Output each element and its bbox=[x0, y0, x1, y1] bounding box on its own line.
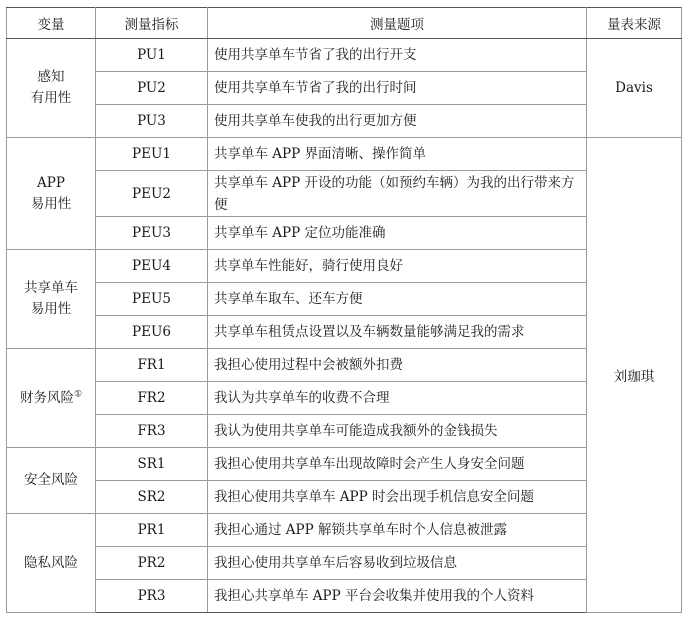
header-source: 量表来源 bbox=[587, 8, 682, 39]
item-text: 我担心使用共享单车后容易收到垃圾信息 bbox=[208, 547, 587, 580]
item-text: 共享单车 APP 界面清晰、操作简单 bbox=[208, 138, 587, 171]
header-row bbox=[7, 8, 682, 39]
table-row bbox=[7, 217, 682, 250]
item-text: 共享单车性能好，骑行使用良好 bbox=[208, 250, 587, 283]
item-text: 共享单车租赁点设置以及车辆数量能够满足我的需求 bbox=[208, 316, 587, 349]
indicator-code: PR3 bbox=[96, 580, 208, 613]
indicator-code: PEU3 bbox=[96, 217, 208, 250]
indicator-code: PU1 bbox=[96, 39, 208, 72]
measurement-scale-table bbox=[6, 7, 682, 613]
item-text: 共享单车 APP 定位功能准确 bbox=[208, 217, 587, 250]
item-text: 共享单车取车、还车方便 bbox=[208, 283, 587, 316]
table-row bbox=[7, 283, 682, 316]
table-row bbox=[7, 171, 682, 217]
indicator-code: PEU1 bbox=[96, 138, 208, 171]
indicator-code: PEU4 bbox=[96, 250, 208, 283]
header-variable: 变量 bbox=[7, 8, 96, 39]
indicator-code: FR2 bbox=[96, 382, 208, 415]
header-indicator: 测量指标 bbox=[96, 8, 208, 39]
table-row bbox=[7, 382, 682, 415]
table-row bbox=[7, 316, 682, 349]
table-row bbox=[7, 349, 682, 382]
indicator-code: SR2 bbox=[96, 481, 208, 514]
table-row bbox=[7, 138, 682, 171]
indicator-code: PEU5 bbox=[96, 283, 208, 316]
item-text: 我认为使用共享单车可能造成我额外的金钱损失 bbox=[208, 415, 587, 448]
indicator-code: FR3 bbox=[96, 415, 208, 448]
variable-privacy-risk: 隐私风险 bbox=[7, 514, 96, 613]
item-text: 我担心使用过程中会被额外扣费 bbox=[208, 349, 587, 382]
footnote-marker: ① bbox=[73, 389, 83, 399]
indicator-code: FR1 bbox=[96, 349, 208, 382]
table-row bbox=[7, 514, 682, 547]
item-text: 我担心使用共享单车出现故障时会产生人身安全问题 bbox=[208, 448, 587, 481]
variable-app-ease-of-use: APP 易用性 bbox=[7, 138, 96, 250]
header-item: 测量题项 bbox=[208, 8, 587, 39]
variable-safety-risk: 安全风险 bbox=[7, 448, 96, 514]
table-row bbox=[7, 250, 682, 283]
table-row bbox=[7, 105, 682, 138]
item-text: 我认为共享单车的收费不合理 bbox=[208, 382, 587, 415]
indicator-code: PEU6 bbox=[96, 316, 208, 349]
item-text: 使用共享单车使我的出行更加方便 bbox=[208, 105, 587, 138]
indicator-code: PU2 bbox=[96, 72, 208, 105]
item-text: 使用共享单车节省了我的出行时间 bbox=[208, 72, 587, 105]
item-text: 使用共享单车节省了我的出行开支 bbox=[208, 39, 587, 72]
indicator-code: PEU2 bbox=[96, 171, 208, 217]
item-text: 我担心共享单车 APP 平台会收集并使用我的个人资料 bbox=[208, 580, 587, 613]
indicator-code: PR1 bbox=[96, 514, 208, 547]
indicator-code: SR1 bbox=[96, 448, 208, 481]
table-row bbox=[7, 72, 682, 105]
variable-financial-risk: 财务风险① bbox=[7, 349, 96, 448]
variable-perceived-usefulness: 感知 有用性 bbox=[7, 39, 96, 138]
table-row bbox=[7, 547, 682, 580]
variable-bike-ease-of-use: 共享单车 易用性 bbox=[7, 250, 96, 349]
item-text: 共享单车 APP 开设的功能（如预约车辆）为我的出行带来方便 bbox=[208, 171, 587, 217]
table-row bbox=[7, 481, 682, 514]
item-text: 我担心使用共享单车 APP 时会出现手机信息安全问题 bbox=[208, 481, 587, 514]
source-liu: 刘珈琪 bbox=[587, 138, 682, 613]
item-text: 我担心通过 APP 解锁共享单车时个人信息被泄露 bbox=[208, 514, 587, 547]
indicator-code: PR2 bbox=[96, 547, 208, 580]
indicator-code: PU3 bbox=[96, 105, 208, 138]
table-row bbox=[7, 39, 682, 72]
table-row bbox=[7, 448, 682, 481]
source-davis: Davis bbox=[587, 39, 682, 138]
table-row bbox=[7, 415, 682, 448]
table-row bbox=[7, 580, 682, 613]
